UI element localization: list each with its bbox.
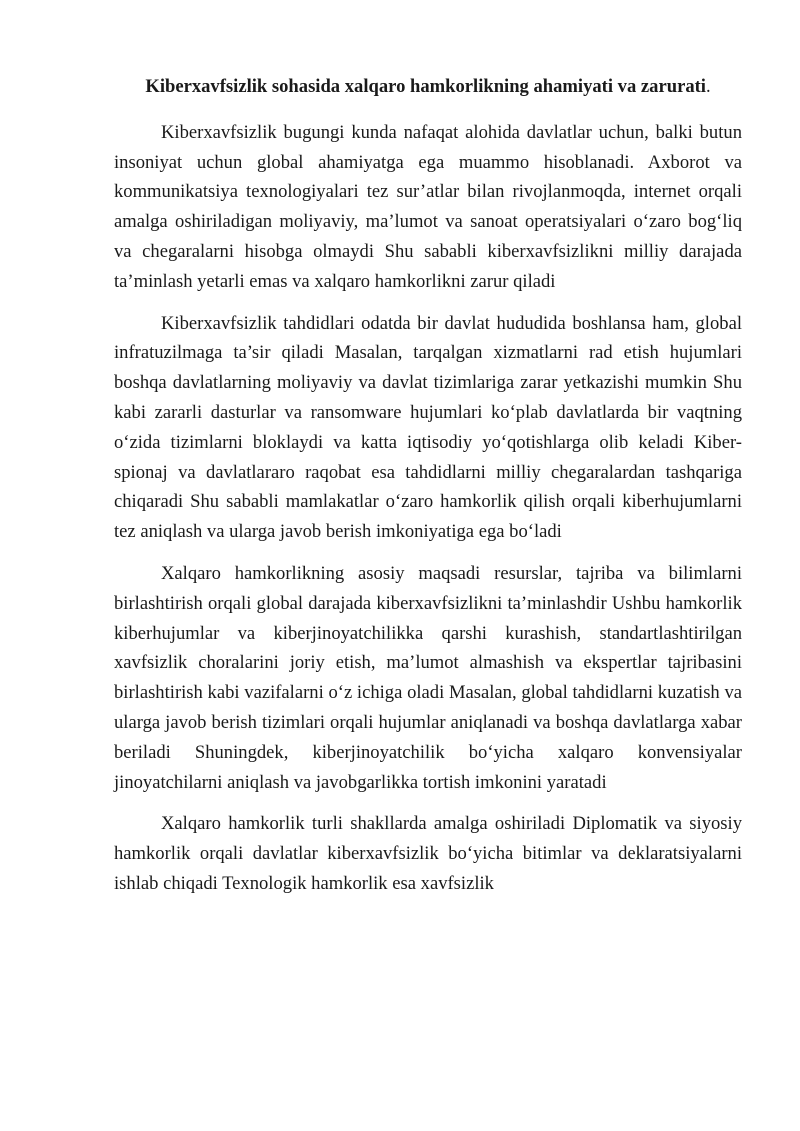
document-title-period: . (705, 76, 711, 97)
document-title-text: Kiberxavfsizlik sohasida xalqaro hamkorlikning ahamiyati va zarurati (145, 76, 706, 97)
paragraph-4: Xalqaro hamkorlik turli shakllarda amalga oshiriladi Diplomatik va siyosiy hamkorlik orqali davlatlar kiberxavfsizlik bo‘yicha bitimlar va deklaratsiyalarni ishlab chiqadi Texnologik hamkorlik esa xavfsizlik (114, 813, 742, 894)
document-title (114, 72, 742, 102)
paragraph-3: Xalqaro hamkorlikning asosiy maqsadi resurslar, tajriba va bilimlarni birlashtirish orqali global darajada kiberxavfsizlikni ta’minlashdir Ushbu hamkorlik kiberhujumlar va kiberjinoyatchilikka qarshi kurashish, standartlashtirilgan xavfsizlik choralarini joriy etish, ma’lumot almashish va ekspertlar tajribasini birlashtirish kabi vazifalarni o‘z ichiga oladi Masalan, global tahdidlarni kuzatish va ularga javob berish tizimlari orqali hujumlar aniqlanadi va boshqa davlatlarga xabar beriladi Shuningdek, kiberjinoyatchilik bo‘yicha xalqaro konvensiyalar jinoyatchilarni aniqlash va javobgarlikka tortish imkonini yaratadi (114, 562, 742, 793)
paragraph-2: Kiberxavfsizlik tahdidlari odatda bir davlat hududida boshlansa ham, global infratuzilmaga ta’sir qiladi Masalan, tarqalgan xizmatlarni rad etish hujumlari boshqa davlatlarning moliyaviy va davlat tizimlariga zarar yetkazishi mumkin Shu kabi zararli dasturlar va ransomware hujumlari ko‘plab davlatlarda bir vaqtning o‘zida tizimlarni bloklaydi va katta iqtisodiy yo‘qotishlarga olib keladi Kiber-spionaj va davlatlararo raqobat esa tahdidlarni milliy chegaralardan tashqariga chiqaradi Shu sababli mamlakatlar o‘zaro hamkorlik qilish orqali kiberhujumlarni tez aniqlash va ularga javob berish imkoniyatiga ega bo‘ladi (114, 312, 742, 543)
paragraph-1: Kiberxavfsizlik bugungi kunda nafaqat alohida davlatlar uchun, balki butun insoniyat uchun global ahamiyatga ega muammo hisoblanadi. Axborot va kommunikatsiya texnologiyalari tez sur’atlar bilan rivojlanmoqda, internet orqali amalga oshiriladigan moliyaviy, ma’lumot va sanoat operatsiyalari o‘zaro bog‘liq va chegaralarni hisobga olmaydi Shu sababli kiberxavfsizlikni milliy darajada ta’minlash yetarli emas va xalqaro hamkorlikni zarur qiladi (114, 121, 742, 292)
